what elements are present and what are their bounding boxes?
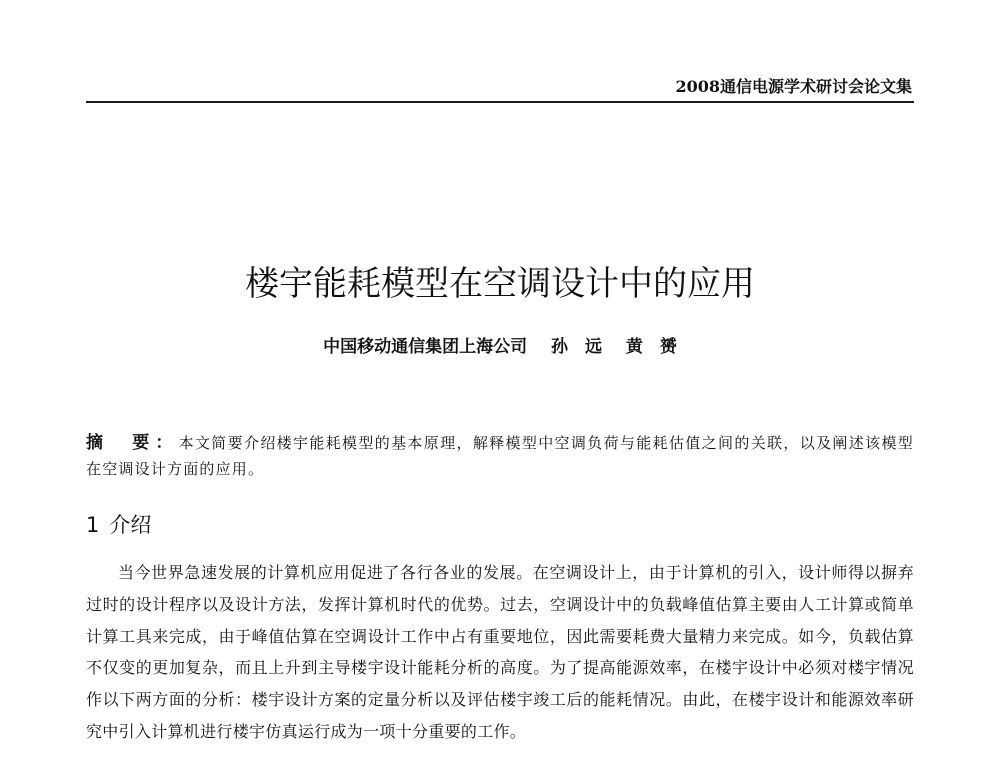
author-name: 黄 赟 (625, 337, 677, 357)
header-rule (86, 101, 914, 103)
section-number: 1 (86, 513, 100, 537)
author-line (86, 334, 914, 360)
abstract (86, 430, 914, 482)
abstract-text: 本文简要介绍楼宇能耗模型的基本原理，解释模型中空调负荷与能耗估值之间的关联，以及阐述该模型在空调设计方面的应用。 (86, 434, 915, 478)
paper-title: 楼宇能耗模型在空调设计中的应用 (245, 264, 755, 304)
running-header: 2008通信电源学术研讨会论文集 (675, 77, 912, 96)
body-paragraph: 当今世界急速发展的计算机应用促进了各行各业的发展。在空调设计上，由于计算机的引入，设计师得以摒弃过时的设计程序以及设计方法，发挥计算机时代的优势。过去，空调设计中的负载峰值估算主要由人工计算或简单计算工具来完成，由于峰值估算在空调设计工作中占有重要地位，因此需要耗费大量精力来完成。如今，负载估算不仅变的更加复杂，而且上升到主导楼宇设计能耗分析的高度。为了提高能源效率，在楼宇设计中必须对楼宇情况作以下两方面的分析：楼宇设计方案的定量分析以及评估楼宇竣工后的能耗情况。由此，在楼宇设计和能源效率研究中引入计算机进行楼宇仿真运行成为一项十分重要的工作。 (86, 563, 914, 741)
author-name: 孙 远 (551, 337, 602, 357)
section-heading (86, 510, 151, 540)
author-affiliation: 中国移动通信集团上海公司 (323, 337, 528, 357)
abstract-label: 摘 要： (86, 433, 179, 453)
section-title: 介绍 (109, 513, 152, 537)
